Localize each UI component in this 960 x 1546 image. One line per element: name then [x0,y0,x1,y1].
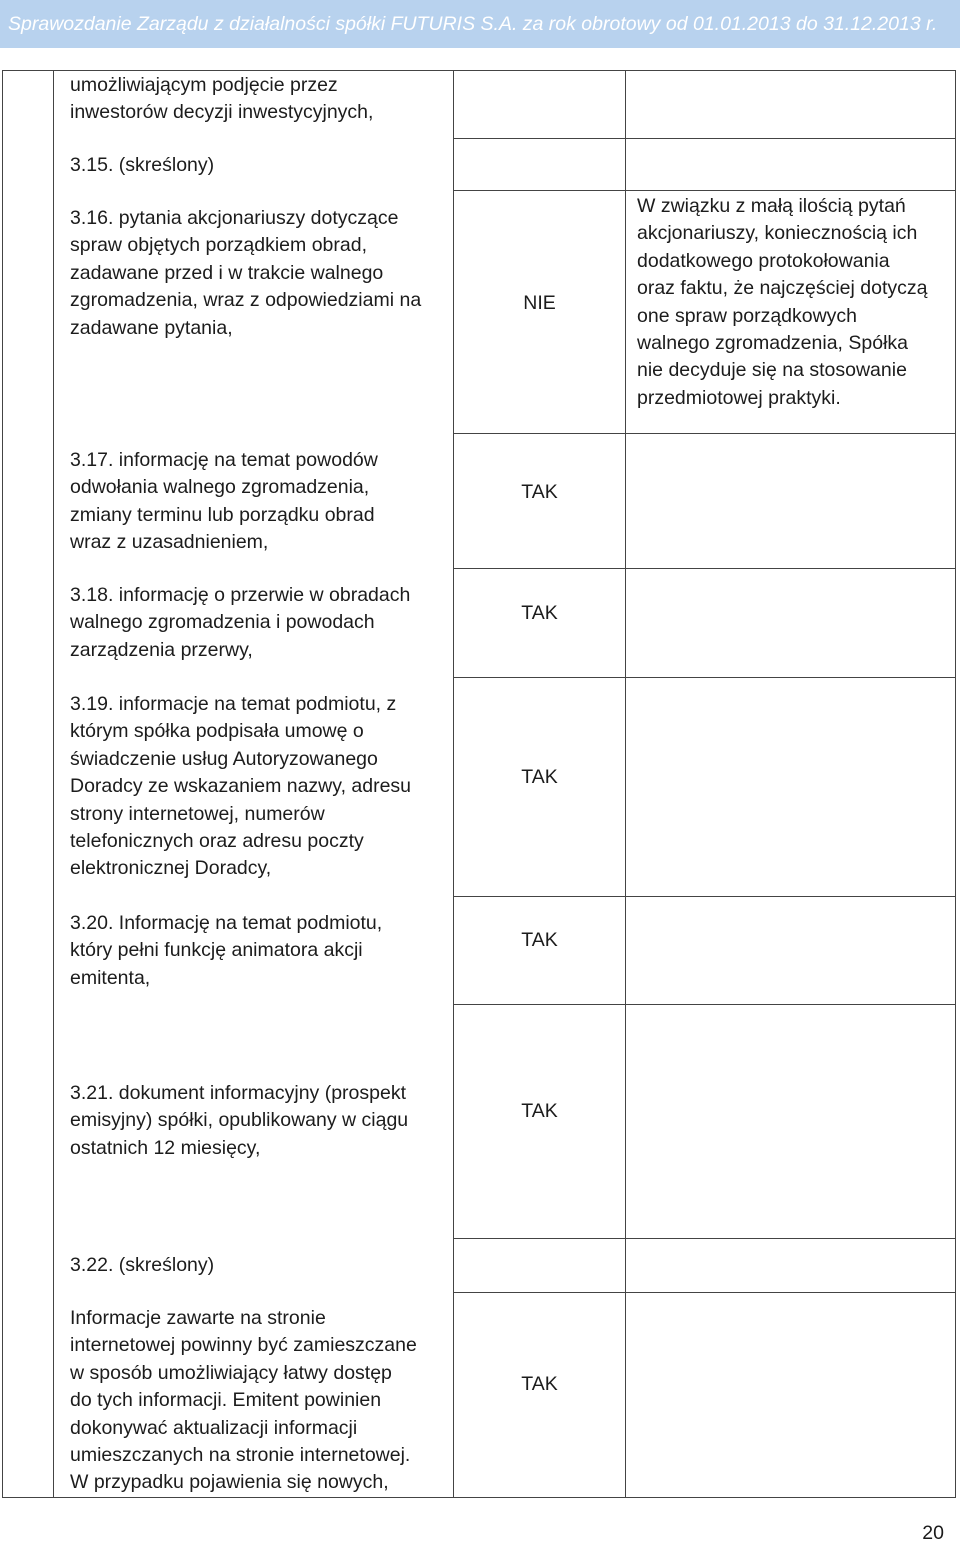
row-divider [453,568,956,569]
table-border-right [955,70,956,1498]
row-description: 3.17. informację na temat powodów odwołania walnego zgromadzenia, zmiany terminu lub porządku obrad wraz z uzasadnieniem, [70,449,378,554]
row-divider [453,190,956,191]
row-description: 3.22. (skreślony) [70,1254,215,1276]
row-answer: TAK [521,602,558,624]
row-description: 3.19. informacje na temat podmiotu, z którym spółka podpisała umowę o świadczenie usług Autoryzowanego Doradcy ze wskazaniem nazwy, adresu strony internetowej, numerów telefonicznych oraz adresu poczty elektronicznej Doradcy, [70,693,412,880]
row-answer: TAK [521,481,558,503]
row-description: 3.18. informację o przerwie w obradach walnego zgromadzenia i powodach zarządzenia przerwy, [70,584,411,661]
row-description: 3.15. (skreślony) [70,154,215,176]
row-description: umożliwiającym podjęcie przez inwestorów decyzji inwestycyjnych, [70,74,374,124]
row-divider [453,1004,956,1005]
row-answer: TAK [521,929,558,951]
row-description: 3.16. pytania akcjonariuszy dotyczące spraw objętych porządkiem obrad, zadawane przed i w trakcie walnego zgromadzenia, wraz z odpowiedziami na zadawane pytania, [70,207,422,339]
row-answer: TAK [521,1373,558,1395]
table-border-bottom [2,1497,956,1498]
row-answer: TAK [521,1100,558,1122]
row-answer: NIE [523,292,556,314]
row-description: Informacje zawarte na stronie internetowej powinny być zamieszczane w sposób umożliwiający łatwy dostęp do tych informacji. Emitent powinien dokonywać aktualizacji informacji umieszczanych na stronie internetowej. W przypadku pojawienia się nowych, [70,1307,417,1494]
row-description: 3.21. dokument informacyjny (prospekt emisyjny) spółki, opublikowany w ciągu ostatnich 12 miesięcy, [70,1082,409,1159]
row-description: 3.20. Informację na temat podmiotu, który pełni funkcję animatora akcji emitenta, [70,912,383,989]
row-answer: TAK [521,766,558,788]
row-comment: W związku z małą ilością pytań akcjonariuszy, koniecznością ich dodatkowego protokołowania oraz faktu, że najczęściej dotyczą one spraw porządkowych walnego zgromadzenia, Spółka nie decyduje się na stosowanie przedmiotowej praktyki. [637,195,928,409]
table-border-outer-left [2,70,3,1498]
row-divider [453,1292,956,1293]
table-border-left [53,70,54,1498]
row-divider [453,896,956,897]
page-number: 20 [922,1522,944,1544]
row-divider [453,677,956,678]
row-divider [453,1238,956,1239]
table-column-divider-2 [625,70,626,1498]
document-header: Sprawozdanie Zarządu z działalności spółki FUTURIS S.A. za rok obrotowy od 01.01.2013 do 31.12.2013 r. [0,0,960,48]
table-border-top [2,70,956,71]
row-divider [453,433,956,434]
row-divider [453,138,956,139]
